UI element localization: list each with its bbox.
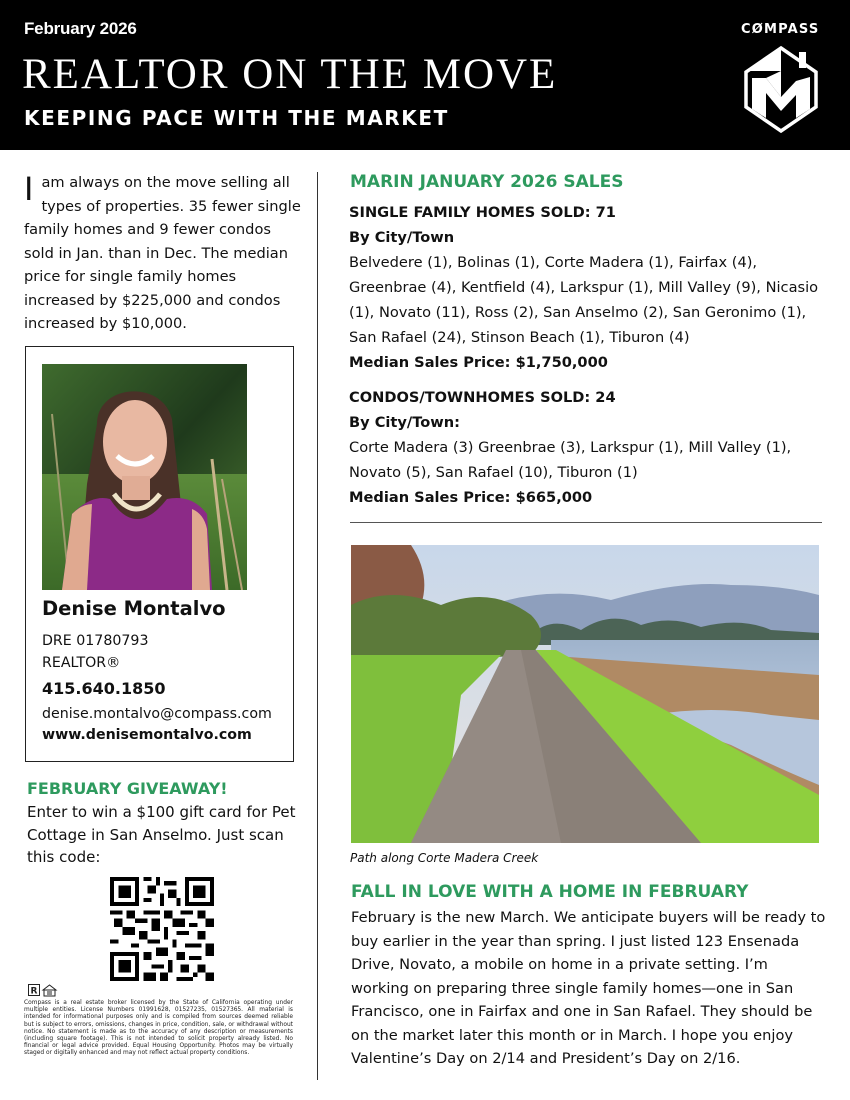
creek-path-photo [351,545,819,843]
sfh-by-city-label: By City/Town [349,229,455,246]
agent-card [25,346,294,762]
photo-caption: Path along Corte Madera Creek [350,851,539,865]
agent-photo [42,364,247,590]
intro-paragraph [24,171,304,336]
agent-title: REALTOR® [42,655,121,671]
qr-code[interactable] [110,877,214,981]
intro-text: am always on the move selling all types of properties. 35 fewer single family homes and 9 fewer condos sold in Jan. than in Dec. The median price for single family homes increased by $225,000 and condos increased by $10,000. [24,174,301,332]
feature-title: FALL IN LOVE WITH A HOME IN FEBRUARY [351,882,749,902]
column-divider [317,172,318,1080]
agent-dre-number: DRE 01780793 [42,633,149,649]
condo-city-list: Corte Madera (3) Greenbrae (3), Larkspur (1), Mill Valley (1), Novato (5), San Rafael (10), Tiburon (1) [349,439,792,481]
feature-body: February is the new March. We anticipate buyers will be ready to buy earlier in the year than spring. I just listed 123 Ensenada Drive, Novato, a mobile on home in a private setting. I’m working on preparing three single family homes—one in San Francisco, one in Fairfax and one in San Rafael. They should be on the market later this month or in March. I hope you enjoy Valentine’s Day on 2/14 and President’s Day on 2/16. [351,909,826,1067]
newsletter-subtitle: KEEPING PACE WITH THE MARKET [24,106,449,130]
giveaway-body: Enter to win a $100 gift card for Pet Cottage in San Anselmo. Just scan this code: [27,803,296,866]
svg-text:R: R [30,986,38,997]
drop-cap: I [24,170,34,208]
condo-by-city-label: By City/Town: [349,414,460,431]
section-divider [350,522,822,523]
sfh-median-price: Median Sales Price: $1,750,000 [349,354,608,371]
giveaway-title: FEBRUARY GIVEAWAY! [27,779,228,798]
agent-website[interactable]: www.denisemontalvo.com [42,727,252,743]
issue-date: February 2026 [24,19,137,38]
agent-phone[interactable]: 415.640.1850 [42,679,166,698]
condo-sold-heading: CONDOS/TOWNHOMES SOLD: 24 [349,389,616,406]
sfh-city-list: Belvedere (1), Bolinas (1), Corte Madera (1), Fairfax (4), Greenbrae (4), Kentfield (4), Larkspur (1), Mill Valley (9), Nicasio (1), Novato (11), Ross (2), San Anselmo (2), San Geronimo (1), San Rafael (24), Stinson Beach (1), Tiburon (4) [349,254,819,346]
realtor-equal-housing-icon [28,984,58,998]
agent-email[interactable]: denise.montalvo@compass.com [42,706,272,722]
newsletter-header [0,0,850,150]
legal-disclaimer: Compass is a real estate broker licensed by the State of California operating under multiple entities. License Numbers 01991628, 01527235, 01527365. All material is intended for informational purposes only and is compiled from sources deemed reliable but is subject to errors, omissions, changes in price, condition, sale, or withdrawal without notice. No statement is made as to the accuracy of any description or measurements (including square footage). This is not intended to solicit property already listed. No financial or legal advice provided. Equal Housing Opportunity. Photos may be virtually staged or digitally enhanced and may not reflect actual property conditions. [24,1000,293,1057]
newsletter-title: REALTOR ON THE MOVE [22,51,558,98]
condo-median-price: Median Sales Price: $665,000 [349,489,593,506]
compass-wordmark: CØMPASS [741,22,820,37]
agent-name: Denise Montalvo [42,597,226,620]
sales-section-title: MARIN JANUARY 2026 SALES [350,172,624,192]
house-logo-icon [742,45,820,133]
sfh-sold-heading: SINGLE FAMILY HOMES SOLD: 71 [349,204,616,221]
